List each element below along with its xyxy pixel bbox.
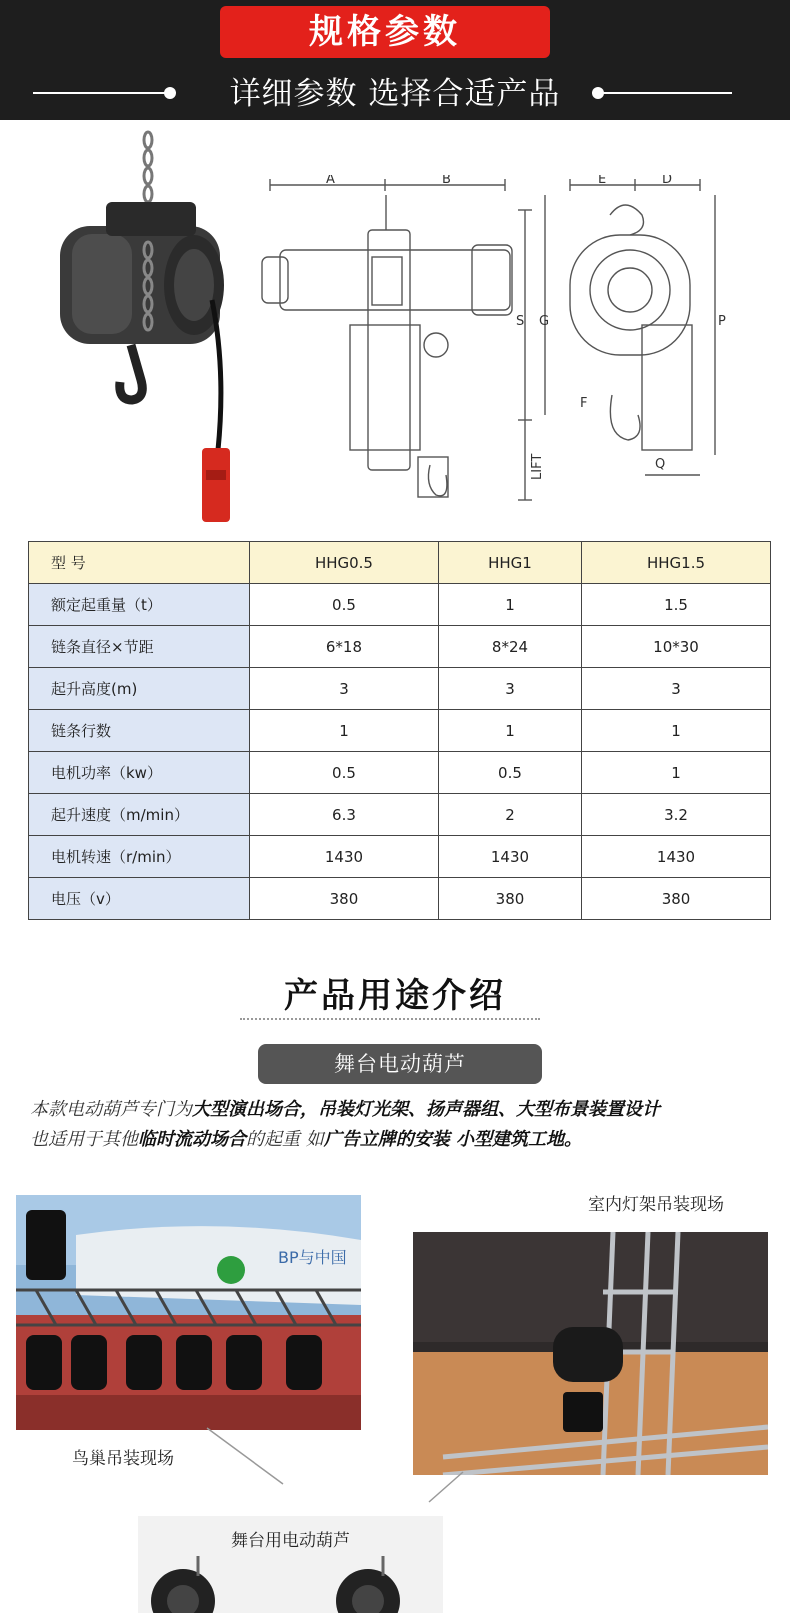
table-cell: 1 xyxy=(438,584,581,626)
banner-text: BP与中国 xyxy=(278,1248,347,1267)
table-header-row xyxy=(29,542,771,584)
table-row xyxy=(29,584,771,626)
table-row xyxy=(29,710,771,752)
table-cell: 8*24 xyxy=(438,626,581,668)
spec-tag: 规格参数 xyxy=(220,6,550,58)
indoor-scene-image xyxy=(413,1232,768,1475)
table-cell: 0.5 xyxy=(250,584,439,626)
row-label: 起升高度(m) xyxy=(29,668,250,710)
label-d: D xyxy=(662,175,673,187)
table-row xyxy=(29,794,771,836)
table-cell: 3 xyxy=(582,668,771,710)
header-banner xyxy=(0,0,790,120)
label-e: E xyxy=(598,175,607,187)
hoist-product-image xyxy=(36,130,246,530)
intro-text: 也适用于其他 xyxy=(30,1129,138,1150)
usage-title: 产品用途介绍 xyxy=(284,976,506,1016)
caption-stage: 舞台用电动葫芦 xyxy=(231,1531,350,1551)
table-cell: 1 xyxy=(438,710,581,752)
stage-hoists-graphic xyxy=(138,1556,443,1613)
title-dotted-line xyxy=(240,1018,540,1020)
table-cell: 0.5 xyxy=(438,752,581,794)
table-cell: 6.3 xyxy=(250,794,439,836)
usage-intro xyxy=(30,1095,770,1155)
label-b: B xyxy=(442,175,451,187)
table-cell: 1 xyxy=(582,752,771,794)
table-cell: 1 xyxy=(582,710,771,752)
table-cell: 380 xyxy=(250,878,439,920)
table-cell: 1.5 xyxy=(582,584,771,626)
row-label: 链条行数 xyxy=(29,710,250,752)
caption-indoor: 室内灯架吊装现场 xyxy=(588,1195,724,1215)
divider-right xyxy=(600,92,732,94)
table-row xyxy=(29,668,771,710)
table-row xyxy=(29,752,771,794)
table-row xyxy=(29,626,771,668)
label-lift: LIFT xyxy=(530,453,545,480)
row-label: 电压（v） xyxy=(29,878,250,920)
header-cell: HHG0.5 xyxy=(250,542,439,584)
intro-text: 本款电动葫芦专门为 xyxy=(30,1099,192,1120)
table-cell: 1 xyxy=(250,710,439,752)
stage-hoist-image xyxy=(138,1516,443,1613)
table-cell: 10*30 xyxy=(582,626,771,668)
label-q: Q xyxy=(655,457,666,472)
stadium-scene-image xyxy=(16,1195,361,1430)
callout-pointer-b xyxy=(425,1470,465,1505)
spec-table xyxy=(28,541,771,920)
intro-bold: 临时流动场合 xyxy=(138,1129,246,1150)
intro-bold: 广告立牌的安装 小型建筑工地。 xyxy=(323,1129,582,1150)
row-label: 电机转速（r/min） xyxy=(29,836,250,878)
intro-text: 的起重 如 xyxy=(246,1129,324,1150)
header-subtitle: 详细参数 选择合适产品 xyxy=(229,76,561,112)
table-cell: 380 xyxy=(582,878,771,920)
table-cell: 6*18 xyxy=(250,626,439,668)
table-cell: 380 xyxy=(438,878,581,920)
table-row xyxy=(29,878,771,920)
table-cell: 1430 xyxy=(438,836,581,878)
label-a: A xyxy=(326,175,335,187)
header-cell: 型 号 xyxy=(29,542,250,584)
callout-pointer-a xyxy=(205,1426,285,1486)
table-cell: 2 xyxy=(438,794,581,836)
row-label: 链条直径×节距 xyxy=(29,626,250,668)
table-cell: 3 xyxy=(438,668,581,710)
label-g: G xyxy=(539,314,550,329)
header-cell: HHG1.5 xyxy=(582,542,771,584)
table-cell: 1430 xyxy=(582,836,771,878)
table-row xyxy=(29,836,771,878)
usage-pill: 舞台电动葫芦 xyxy=(258,1044,542,1084)
intro-bold: 大型演出场合，吊装灯光架、扬声器组、大型布景装置设计 xyxy=(192,1099,660,1120)
row-label: 起升速度（m/min） xyxy=(29,794,250,836)
row-label: 电机功率（kw） xyxy=(29,752,250,794)
table-cell: 3 xyxy=(250,668,439,710)
label-p: P xyxy=(718,314,726,329)
caption-stadium: 鸟巢吊装现场 xyxy=(72,1449,174,1469)
dimension-drawing xyxy=(250,175,770,525)
label-f: F xyxy=(580,396,588,411)
table-cell: 3.2 xyxy=(582,794,771,836)
header-cell: HHG1 xyxy=(438,542,581,584)
table-cell: 0.5 xyxy=(250,752,439,794)
label-s: S xyxy=(516,314,525,329)
table-cell: 1430 xyxy=(250,836,439,878)
row-label: 额定起重量（t） xyxy=(29,584,250,626)
